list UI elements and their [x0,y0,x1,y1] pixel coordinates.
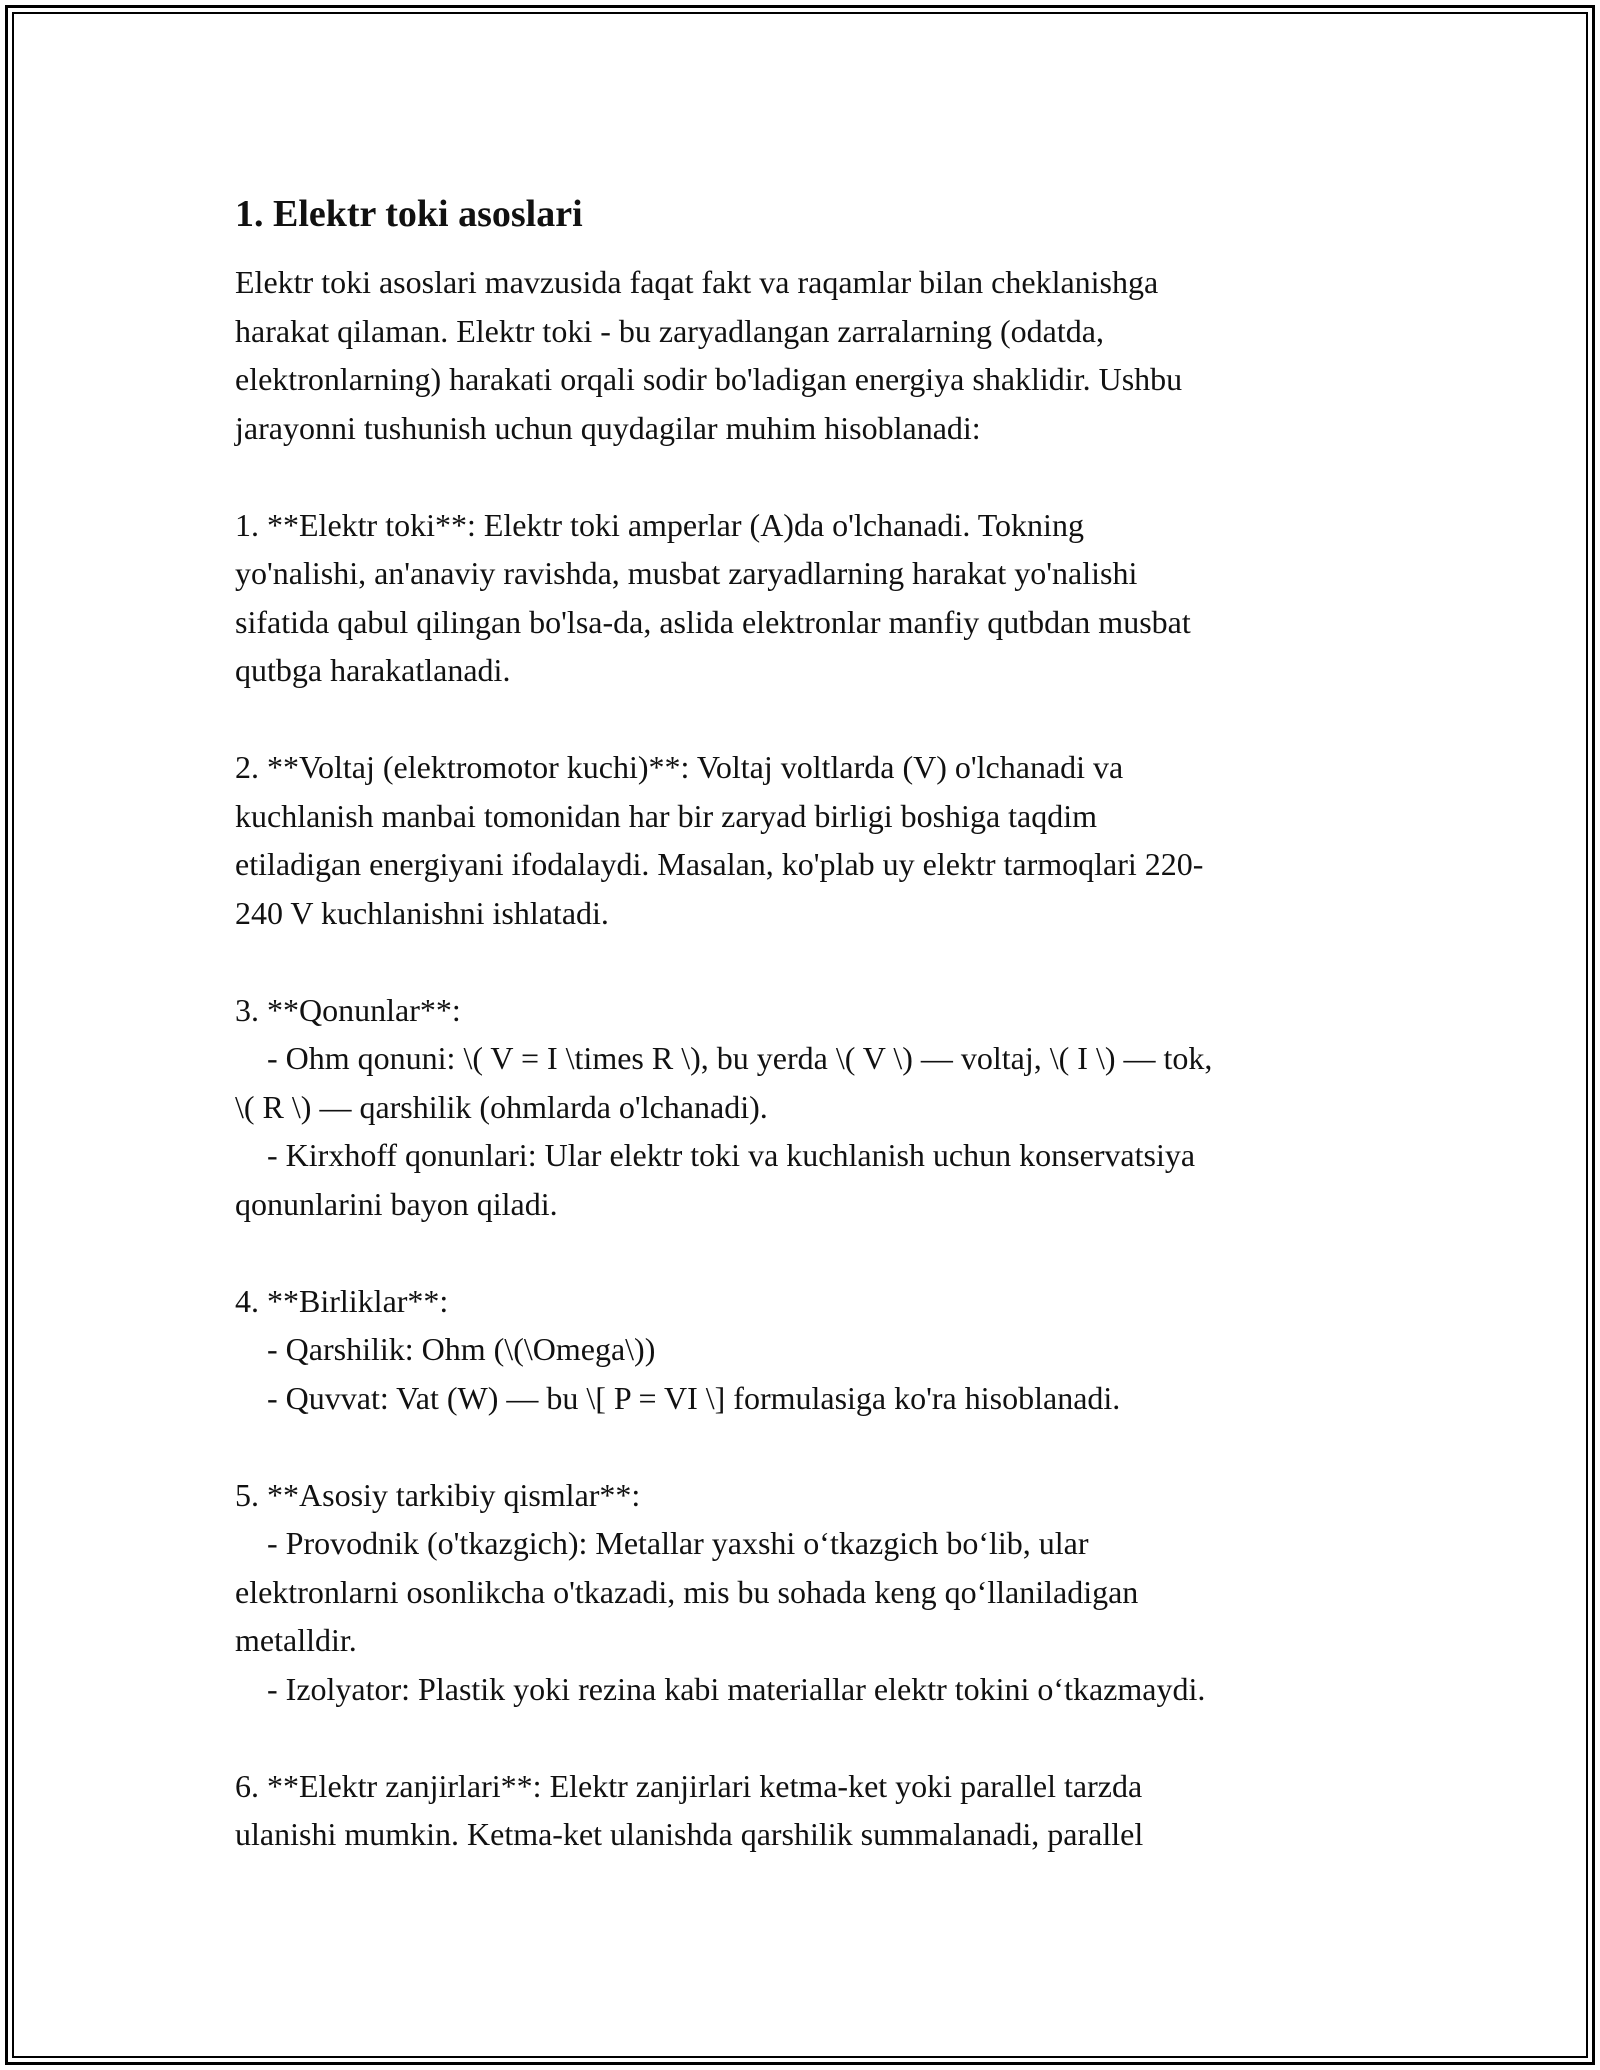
document-title: 1. Elektr toki asoslari [235,193,583,235]
document-content [235,190,1375,1859]
document-body: Elektr toki asoslari mavzusida faqat fakt va raqamlar bilan cheklanishga harakat qilaman. Elektr toki - bu zaryadlangan zarralarning (odatda, elektronlarning) harakati orqali sodir bo'ladigan energiya shaklidir. Ushbu jarayonni tushunish uchun quydagilar muhim hisoblanadi: 1. **Elektr toki**: Elektr toki amperlar (A)da o'lchanadi. Tokning yo'nalishi, an'anaviy ravishda, musbat zaryadlarning harakat yo'nalishi sifatida qabul qilingan bo'lsa-da, aslida elektronlar manfiy qutbdan musbat qutbga harakatlanadi. 2. **Voltaj (elektromotor kuchi)**: Voltaj voltlarda (V) o'lchanadi va kuchlanish manbai tomonidan har bir zaryad birligi boshiga taqdim etiladigan energiyani ifodalaydi. Masalan, ko'plab uy elektr tarmoqlari 220- 240 V kuchlanishni ishlatadi. 3. **Qonunlar**: - Ohm qonuni: \( V = I \times R \), bu yerda \( V \) — voltaj, \( I \) — tok, \( R \) — qarshilik (ohmlarda o'lchanadi). - Kirxhoff qonunlari: Ular elektr toki va kuchlanish uchun konservatsiya qonunlarini bayon qiladi. 4. **Birliklar**: - Qarshilik: Ohm (\(\Omega\)) - Quvvat: Vat (W) — bu \[ P = VI \] formulasiga ko'ra hisoblanadi. 5. **Asosiy tarkibiy qismlar**: - Provodnik (o'tkazgich): Metallar yaxshi o‘tkazgich bo‘lib, ular elektronlarni osonlikcha o'tkazadi, mis bu sohada keng qo‘llaniladigan metalldir. - Izolyator: Plastik yoki rezina kabi materiallar elektr tokini o‘tkazmaydi. 6. **Elektr zanjirlari**: Elektr zanjirlari ketma-ket yoki parallel tarzda ulanishi mumkin. Ketma-ket ulanishda qarshilik summalanadi, parallel [235,264,1213,1852]
